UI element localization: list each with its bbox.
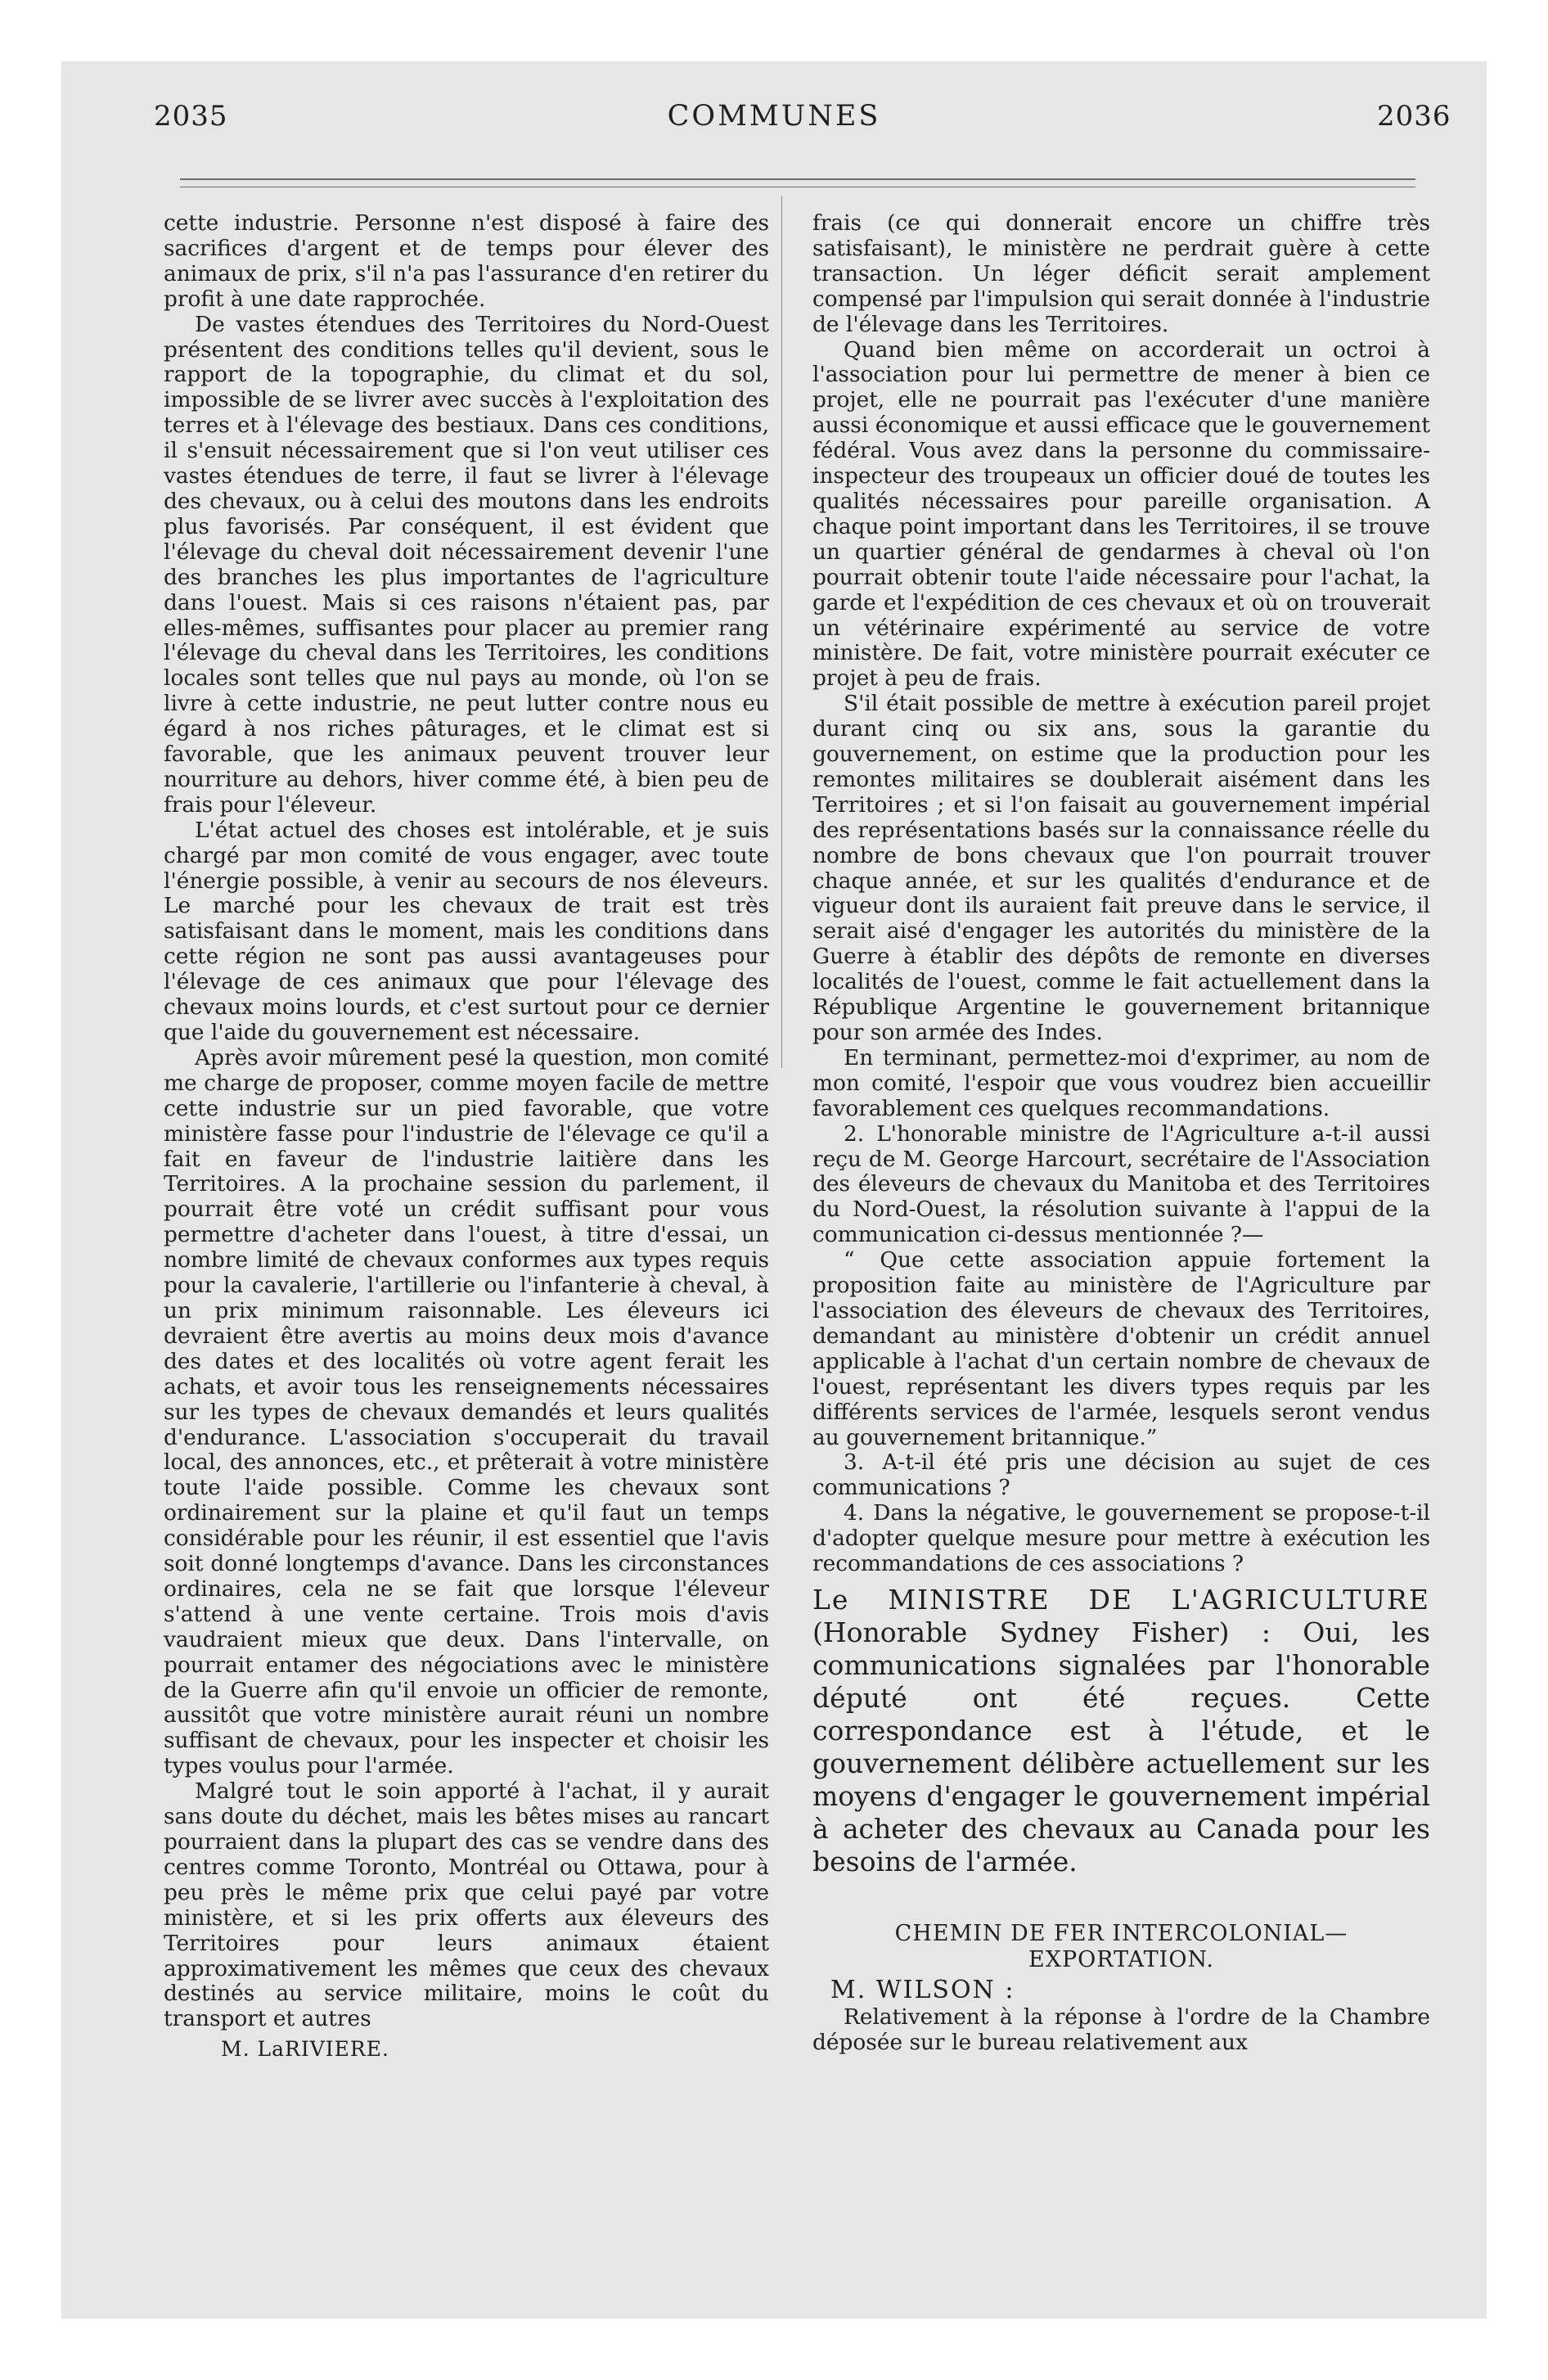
paragraph: cette industrie. Personne n'est disposé à faire des sacrifices d'argent et de temps pour élever des animaux de prix, s'il n'a pas l'assurance d'en retirer du profit à une date rapprochée. xyxy=(164,210,769,312)
paragraph: L'état actuel des choses est intolérable, et je suis chargé par mon comité de vous engager, avec toute l'énergie possible, à venir au secours de nos éleveurs. Le marché pour les chevaux de trait est très satisfaisant dans le moment, mais les conditions dans cette région ne sont pas aussi avantageuses pour l'élevage de ces animaux que pour l'élevage des chevaux moins lourds, et c'est surtout pour ce dernier que l'aide du gouvernement est nécessaire. xyxy=(164,817,769,1045)
paragraph: Malgré tout le soin apporté à l'achat, il y aurait sans doute du déchet, mais les bêtes mises au rancart pourraient dans la plupart des cas se vendre dans des centres comme Toronto, Montréal ou Ottawa, pour à peu près le même prix que celui payé par votre ministère, et si les prix offerts aux éleveurs des Territoires pour leurs animaux étaient approximativement les mêmes que ceux des chevaux destinés au service militaire, moins le coût du transport et autres xyxy=(164,1778,769,2032)
question-paragraph: 3. A-t-il été pris une décision au sujet de ces communications ? xyxy=(812,1449,1430,1501)
left-column xyxy=(164,211,769,2062)
paragraph: S'il était possible de mettre à exécution pareil projet durant cinq ou six ans, sous la garantie du gouvernement, on estime que la production pour les remontes militaires se doublerait aisément dans les Territoires ; et si l'on faisait au gouvernement impérial des représentations basés sur la connaissance réelle du nombre de bons chevaux que l'on pourrait trouver chaque année, et sur les qualités d'endurance et de vigueur dont ils auraient fait preuve dans le service, il serait aisé d'engager les autorités du ministère de la Guerre à établir des dépôts de remonte en diverses localités de l'ouest, comme le fait actuellement dans la République Argentine le gouvernement britannique pour son armée des Indes. xyxy=(812,691,1430,1045)
page-title: COMMUNES xyxy=(667,100,881,133)
question-paragraph: 2. L'honorable ministre de l'Agriculture a-t-il aussi reçu de M. George Harcourt, secrétaire de l'Association des éleveurs de chevaux du Manitoba et des Territoires du Nord-Ouest, la résolution suivante à l'appui de la communication ci-dessus mentionnée ?— xyxy=(812,1120,1430,1248)
question-paragraph: 4. Dans la négative, le gouvernement se propose-t-il d'adopter quelque mesure pour mettre à exécution les recommandations de ces associations ? xyxy=(812,1500,1430,1577)
right-column xyxy=(812,211,1430,2056)
paragraph: Après avoir mûrement pesé la question, mon comité me charge de proposer, comme moyen facile de mettre cette industrie sur un pied favorable, que votre ministère fasse pour l'industrie de l'élevage ce qu'il a fait en faveur de l'industrie laitière dans les Territoires. A la prochaine session du parlement, il pourrait être voté un crédit suffisant pour vous permettre d'acheter dans l'ouest, à titre d'essai, un nombre limité de chevaux conformes aux types requis pour la cavalerie, l'artillerie ou l'infanterie à cheval, à un prix minimum raisonnable. Les éleveurs ici devraient être avertis au moins deux mois d'avance des dates et des localités où votre agent ferait les achats, et avoir tous les renseignements nécessaires sur les types de chevaux demandés et leurs qualités d'endurance. L'association s'occuperait du travail local, des annonces, etc., et prêterait à votre ministère toute l'aide possible. Comme les chevaux sont ordinairement sur la plaine et qu'il faut un temps considérable pour les réunir, il est essentiel que l'avis soit donné longtemps d'avance. Dans les circonstances ordinaires, cela ne se fait que lorsque l'éleveur s'attend à une vente certaine. Trois mois d'avis vaudraient mieux que deux. Dans l'intervalle, on pourrait entamer des négociations avec le ministère de la Guerre afin qu'il envoie un officier de remonte, aussitôt que votre ministère aurait réuni un nombre suffisant de chevaux, pour les inspecter et choisir les types voulus pour l'armée. xyxy=(164,1044,769,1779)
minister-speaker: Le MINISTRE DE L'AGRICULTURE xyxy=(812,1583,1430,1616)
paragraph: De vastes étendues des Territoires du Nord-Ouest présentent des conditions telles qu'il devient, sous le rapport de la topographie, du climat et du sol, impossible de se livrer avec succès à l'exploitation des terres et à l'élevage des bestiaux. Dans ces conditions, il s'ensuit nécessairement que si l'on veut utiliser ces vastes étendues de terre, il faut se livrer à l'élevage des chevaux, ou à celui des moutons dans les endroits plus favorisés. Par conséquent, il est évident que l'élevage du cheval doit nécessairement devenir l'une des branches les plus importantes de l'agriculture dans l'ouest. Mais si ces raisons n'étaient pas, par elles-mêmes, suffisantes pour placer au premier rang l'élevage du cheval dans les Territoires, les conditions locales sont telles que nul pays au monde, où l'on se livre à cette industrie, ne peut lutter contre nous eu égard à nos riches pâturages, et le climat est si favorable, que les animaux peuvent trouver leur nourriture au dehors, hiver comme été, à bien peu de frais pour l'éleveur. xyxy=(164,311,769,818)
column-divider xyxy=(781,196,782,1068)
quoted-resolution: “ Que cette association appuie fortement la proposition faite au ministère de l'Agriculture par l'association des éleveurs de chevaux des Territoires, demandant au ministère d'obtenir un crédit annuel applicable à l'achat d'un certain nombre de chevaux de l'ouest, représentant les divers types requis par les différents services de l'armée, lesquels seront vendus au gouvernement britannique.” xyxy=(812,1247,1430,1450)
section-heading: CHEMIN DE FER INTERCOLONIAL—EXPORTATION. xyxy=(894,1920,1348,1972)
paragraph: Quand bien même on accorderait un octroi à l'association pour lui permettre de mener à bien ce projet, elle ne pourrait pas l'exécuter d'une manière aussi économique et aussi efficace que le gouvernement fédéral. Vous avez dans la personne du commissaire-inspecteur des troupeaux un officier doué de toutes les qualités nécessaires pour pareille organisation. A chaque point important dans les Territoires, il se trouve un quartier général de gendarmes à cheval où l'on pourrait obtenir toute l'aide nécessaire pour l'achat, la garde et l'expédition de ces chevaux et où on trouverait un vétérinaire expérimenté au service de votre ministère. De fait, votre ministère pourrait exécuter ce projet à peu de frais. xyxy=(812,336,1430,692)
page-number-left: 2035 xyxy=(154,100,228,133)
paragraph: En terminant, permettez-moi d'exprimer, au nom de mon comité, l'espoir que vous voudrez bien accueillir favorablement ces quelques recommandations. xyxy=(812,1044,1430,1121)
page-number-right: 2036 xyxy=(1377,100,1451,133)
paragraph: frais (ce qui donnerait encore un chiffre très satisfaisant), le ministère ne perdrait guère à cette transaction. Un léger déficit serait amplement compensé par l'impulsion qui serait donnée à l'industrie de l'élevage dans les Territoires. xyxy=(812,210,1430,337)
header-rule xyxy=(180,178,1415,180)
speaker-name: M. WILSON : xyxy=(830,1975,1015,2004)
minister-reply: (Honorable Sydney Fisher) : Oui, les communications signalées par l'honorable député ont été reçues. Cette correspondance est à l'étude, et le gouvernement délibère actuellement sur les moyens d'engager le gouvernement impérial à acheter des chevaux au Canada pour les besoins de l'armée. xyxy=(812,1616,1430,1877)
signature: M. LaRIVIERE. xyxy=(221,2037,389,2062)
minister-answer xyxy=(812,1584,1430,1878)
paragraph: Relativement à la réponse à l'ordre de la Chambre déposée sur le bureau relativement aux xyxy=(812,2004,1430,2055)
